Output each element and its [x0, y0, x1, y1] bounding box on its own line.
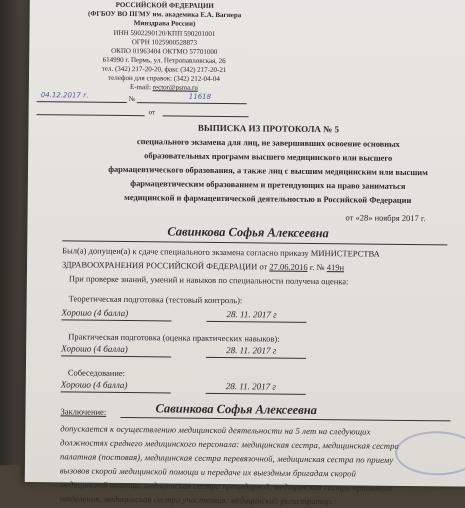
- underline-grade-interview: [61, 391, 171, 393]
- document-title: ВЫПИСКА ИЗ ПРОТОКОЛА № 5: [197, 122, 340, 135]
- title-line-2: образовательных программ высшего медицинского или высшего: [144, 151, 393, 163]
- registration-date: 04.12.2017 г.: [40, 91, 90, 100]
- result-label-theory: Теоретическая подготовка (тестовый контроль):: [68, 293, 243, 306]
- underline-date-interview: [206, 393, 306, 395]
- header-line-9: телефон для справок: (342) 212-04-04: [108, 73, 220, 83]
- registration-number: 11618: [188, 92, 212, 101]
- header-line-1: РОССИЙСКОЙ ФЕДЕРАЦИИ: [115, 0, 214, 10]
- header-line-8: тел. (342) 217-20-20, факс (342) 217-20-21: [101, 64, 227, 75]
- conclusion-line-3: палатная (постовая), медицинская сестра перевязочной, медицинская сестра по приему: [59, 451, 394, 465]
- header-email: [69, 82, 259, 92]
- number-underline: [137, 102, 247, 104]
- admission-line-1: Был(а) допущен(а) к сдаче специального экзамена согласно приказу МИНИСТЕРСТВА: [62, 245, 380, 259]
- conclusion-label: Заключение:: [60, 406, 107, 417]
- check-text: При проверке знаний, умений и навыков по специальности получена оценка:: [68, 273, 349, 287]
- header-line-2: (ФГБОУ ВО ПГМУ им. академика Е.А. Вагнера: [88, 9, 242, 20]
- admission-line-2-prefix: ЗДРАВООХРАНЕНИЯ РОССИЙСКОЙ ФЕДЕРАЦИИ от: [61, 259, 268, 272]
- result-date-theory: 28. 11. 2017 г: [226, 309, 277, 320]
- header-line-6: ОКПО 01963404 ОКТМО 57701000: [111, 46, 218, 56]
- header-line-4: ИНН 5902290120/КПП 590201001: [113, 28, 216, 38]
- result-date-interview: 28. 11. 2017 г: [225, 381, 276, 392]
- underline-date-practice: [206, 357, 306, 359]
- conclusion-line-5: медицинской помощи, медицинская сестра процедурной, медицинская сестра приемного: [59, 479, 392, 493]
- result-grade-interview: Хорошо (4 балла): [60, 379, 128, 391]
- official-stamp: [395, 431, 465, 476]
- title-line-3: фармацевтического образования, а также лиц с высшим медицинским или высшим: [108, 164, 428, 178]
- result-grade-theory: Хорошо (4 балла): [61, 307, 129, 319]
- title-line-5: медицинской и фармацевтической деятельностью в Российской Федерации: [124, 192, 412, 206]
- order-number: 419н: [326, 262, 345, 273]
- ot-line-right: [163, 115, 249, 117]
- underline-grade-theory: [61, 319, 171, 321]
- header-line-3: Минздрава России): [133, 19, 196, 28]
- conclusion-name: Савинкова Софья Алексеевна: [155, 401, 318, 418]
- email-link[interactable]: rector@psma.ru: [152, 83, 198, 92]
- title-line-1: специального экзамена для лиц, не завершивших освоение основных: [136, 137, 400, 149]
- protocol-date: от «28» ноября 2017 г.: [345, 212, 426, 224]
- name-underline: [62, 240, 447, 245]
- conclusion-line-1: допускается к осуществлению медицинской деятельности на 5 лет на следующих: [60, 423, 371, 437]
- result-label-practice: Практическая подготовка (оценка практических навыков):: [68, 331, 280, 344]
- header-line-7: 614990 г. Пермь, ул. Петропавловская, 26: [102, 55, 226, 66]
- underline-grade-practice: [61, 355, 171, 357]
- title-line-4: фармацевтическим образованием и претендующих на право заниматься: [130, 179, 406, 191]
- order-date: 27.06.2016: [269, 261, 308, 272]
- email-label: E-mail:: [129, 83, 152, 92]
- number-label: №: [128, 95, 136, 104]
- ot-line-left: [37, 114, 145, 116]
- ot-label: от: [148, 108, 156, 117]
- conclusion-line-6: отделения, медицинская сестра участковая, медицинский регистратор.: [59, 493, 334, 507]
- person-name: Савинкова Софья Алексеевна: [167, 224, 329, 241]
- admission-line-2: [62, 259, 344, 272]
- admission-line-2-mid: г. №: [309, 261, 325, 273]
- date-underline: [37, 101, 127, 103]
- result-grade-practice: Хорошо (4 балла): [61, 343, 128, 355]
- underline-date-theory: [206, 321, 306, 323]
- conclusion-line-2: должностях среднего медицинского персонала: медицинская сестра, медицинская сестра: [60, 437, 399, 451]
- result-date-practice: 28. 11. 2017 г: [226, 345, 277, 356]
- result-label-interview: Собеседование:: [67, 367, 126, 379]
- header-line-5: ОГРН 1025900528873: [131, 38, 198, 47]
- conclusion-line-4: вызовов скорой медицинской помощи и передаче их выездным бригадам скорой: [59, 465, 357, 479]
- document-page: [25, 0, 465, 507]
